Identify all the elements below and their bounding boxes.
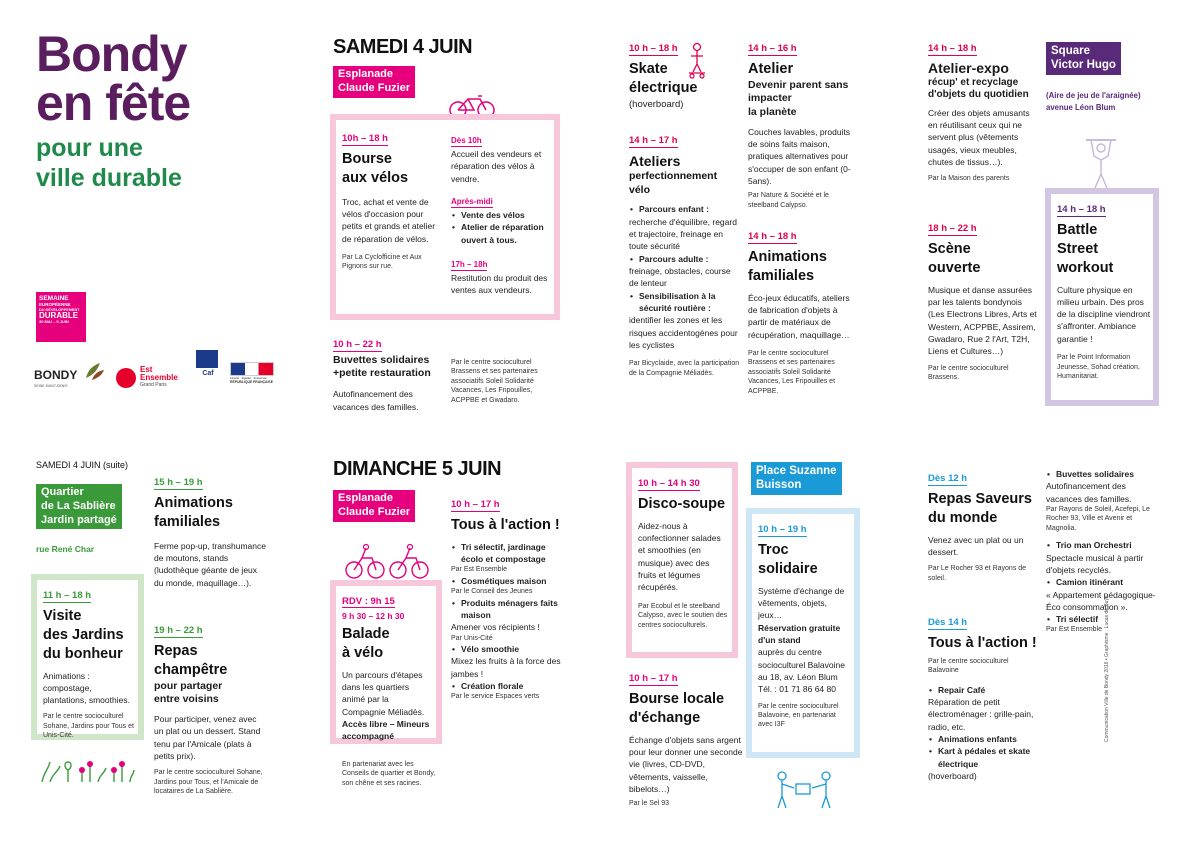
action2-title: Tous à l'action ! (928, 635, 1037, 651)
repas-saveurs-desc: Venez avec un plat ou un dessert. (928, 534, 1024, 557)
ateliers-title-1: Ateliers (629, 153, 681, 169)
balade-time2: 9 h 30 – 12 h 30 (342, 611, 405, 621)
sat-day-heading: SAMEDI 4 JUIN (333, 36, 473, 58)
est-logo-text2: Ensemble (140, 373, 178, 383)
action-b3: • Produits ménagers faits maison (451, 597, 563, 622)
scene-credit: Par le centre socioculturel Brassens. (928, 364, 1009, 381)
right-b3: • Camion itinérant (1046, 576, 1160, 588)
parent-sub (748, 79, 860, 120)
action-d3: Amener vos récipients ! (451, 622, 540, 633)
visite-credit: Par le centre socioculturel Sohane, Jardins pour Tous et Unis-Cité. (43, 713, 134, 740)
ateliers-p2: • Parcours adulte : (629, 253, 741, 265)
bourse-title (342, 150, 436, 188)
oak-leaf-icon (82, 360, 106, 382)
anim-title (748, 248, 858, 286)
balade-title (342, 625, 434, 663)
action2-b1: • Repair Café (928, 684, 1040, 696)
repas-sub-1: pour partager (154, 679, 223, 692)
bourse-title-1: Bourse (342, 151, 392, 167)
troc-desc: Système d'échange de vêtements, objets, jeux… (758, 585, 845, 621)
troc-title-2: solidaire (758, 560, 818, 577)
right-d1: Autofinancement des vacances des familles. (1046, 481, 1132, 504)
square-line2: Victor Hugo (1051, 59, 1116, 72)
badge-line2: EUROPÉENNE (39, 301, 71, 307)
right-d2: Spectacle musical à partir d'objets recyclés. (1046, 552, 1144, 575)
troc-desc2: auprès du centre socioculturel Balavoine au 18, av. Léon Blum Tél. : 01 71 86 64 80 (758, 647, 845, 695)
balade-desc: Un parcours d'étapes dans les quartiers animé par la Compagnie Méliadès. (342, 669, 425, 717)
action-b5: • Création florale (451, 680, 563, 692)
parent-desc: Couches lavables, produits de soins faits maison, pratiques alternatives pour s'occuper de son enfant (0-5ans). (748, 126, 851, 187)
parent-credit: Par Nature & Société et le steelband Calypso. (748, 192, 829, 209)
battle-title-3: workout (1057, 259, 1114, 276)
visite-time: 11 h – 18 h (43, 590, 92, 601)
bourse-desc: Troc, achat et vente de vélos d'occasion pour petits et grands et atelier de réparation de vélos. (342, 196, 436, 244)
vertical-credit: Communication Ville de Bondy 2016 • Graphisme : Lucas de Buys (1104, 595, 1110, 742)
right-b4: • Tri sélectif (1046, 613, 1160, 625)
apres-time: Après-midi (451, 196, 493, 206)
sat2-day-heading: SAMEDI 4 JUIN (suite) (36, 460, 129, 470)
expo-title-2: récup' et recyclage (928, 76, 1019, 88)
buvette-credit: Par le centre socioculturel Brassens et ses partenaires associatifs Soleil Solidarité Vacances, Les Fripouilles, ACPPBE et Gwadaro. (451, 359, 538, 404)
action-b2: • Cosmétiques maison (451, 575, 563, 587)
bourse-locale-title (629, 690, 747, 728)
ateliers-p2d: freinage, obstacles, course de lenteur (629, 266, 731, 289)
skate-title-1: Skate (629, 61, 668, 77)
troc-time: 10 h – 19 h (758, 524, 807, 535)
balade-time: RDV : 9h 15 (342, 596, 395, 607)
badge-line5: 30 MAI – 5 JUIN (39, 318, 69, 324)
battle-title (1057, 221, 1151, 278)
parent-time: 14 h – 16 h (748, 43, 797, 54)
badge-line3: DU DÉVELOPPEMENT (39, 307, 80, 312)
troc-title-1: Troc (758, 542, 789, 558)
anim-desc: Éco-jeux éducatifs, ateliers de fabrication d'objets à partir de matériaux de récupération, maquillage… (748, 292, 850, 340)
buvette-title-2: +petite restauration (333, 367, 431, 380)
battle-credit: Par le Point Information Jeunesse, Sohad création, Humanitariat. (1057, 354, 1140, 380)
bondy-logo-text: BONDY (34, 368, 78, 382)
republique-tagline: Liberté · Égalité · Fraternité (230, 376, 267, 380)
repas-credit: Par le centre socioculturel Sohane, Jardins pour Tous, et l'Amicale de locataires de La Sablière. (154, 769, 263, 796)
action2-d1: Réparation de petit électroménager : grille-pain, radio, etc. (928, 697, 1034, 732)
suzanne-line1: Place Suzanne (756, 465, 837, 477)
battle-title-2: Street (1057, 240, 1099, 257)
ateliers-credit: Par Bicyclaide, avec la participation de la Compagnie Méliadès. (629, 360, 740, 377)
visite-title-3: du bonheur (43, 645, 123, 662)
caf-logo-text: Caf (202, 370, 214, 377)
repas-saveurs-title (928, 490, 1038, 528)
bourse-locale-title-2: d'échange (629, 709, 701, 726)
ateliers-title-2: perfectionnement (629, 170, 718, 183)
parent-title: Atelier (748, 61, 794, 77)
title-line2: en fête (36, 75, 191, 131)
repas-saveurs-title-1: Repas Saveurs (928, 491, 1032, 507)
visite-title-1: Visite (43, 608, 82, 624)
ateliers-p3: • Sensibilisation à la sécurité routière : (629, 290, 741, 315)
des10-desc: Accueil des vendeurs et réparation des vélos à vendre. (451, 149, 542, 184)
expo-title-3: d'objets du quotidien (928, 88, 1029, 100)
bourse-locale-desc: Échange d'objets sans argent pour leur donner une seconde vie (livres, CD-DVD, vêtements, vaisselle, bibelots…) (629, 734, 743, 794)
repas-title (154, 642, 266, 680)
repas-saveurs-time: Dès 12 h (928, 473, 968, 484)
balade-bold: Accès libre – Mineurs accompagné (342, 718, 430, 742)
repas-desc: Pour participer, venez avec un plat ou un dessert. Stand tenu par l'Amicale (plats à petits prix). (154, 713, 261, 761)
logo-bondy (34, 366, 106, 390)
expo-credit: Par la Maison des parents (928, 175, 1010, 183)
battle-time: 14 h – 18 h (1057, 204, 1106, 215)
parent-sub-3: la planète (748, 106, 797, 119)
buvette-desc: Autofinancement des vacances des familles. (333, 389, 419, 412)
main-title (36, 26, 266, 193)
bourse-locale-credit: Par le Sel 93 (629, 800, 670, 808)
scene-title-2: ouverte (928, 259, 981, 276)
sabliere-line3: Jardin partagé (41, 513, 117, 526)
parent-sub-1: Devenir parent sans (748, 78, 849, 91)
badge-line1: SEMAINE (39, 295, 69, 302)
action2-time: Dès 14 h (928, 617, 968, 628)
est-logo-text: Est (140, 365, 153, 374)
balade-credit: En partenariat avec les Conseils de quartier et Bondy, son chêne et ses racines. (342, 761, 436, 787)
troc-bold: Réservation gratuite d'un stand (758, 622, 841, 645)
bourse-time: 10h – 18 h (342, 133, 388, 144)
apres-b1: • Vente des vélos (451, 209, 553, 221)
seine-saint-denis-icon (196, 350, 218, 368)
action-c1: Par Est Ensemble (451, 566, 508, 574)
des10-time: Dès 10h (451, 136, 482, 145)
action2-b2: • Animations enfants (928, 733, 1040, 745)
repas-time: 19 h – 22 h (154, 625, 203, 636)
troc-title (758, 541, 852, 579)
ateliers-p1: • Parcours enfant : (629, 203, 741, 215)
logo-caf (192, 350, 224, 392)
visite-title-2: des Jardins (43, 626, 124, 643)
repas-title-1: Repas (154, 643, 198, 659)
subtitle-line1: pour une (36, 134, 143, 162)
place-tag-sabliere (36, 484, 122, 529)
ateliers-title-3: vélo (629, 183, 651, 196)
title-line1: Bondy (36, 26, 187, 82)
action-b1: • Tri sélectif, jardinage écolo et compostage (451, 541, 563, 566)
buvette-title (333, 354, 445, 380)
scene-title (928, 240, 1038, 278)
balade-title-2: à vélo (342, 644, 384, 661)
expo-title-1: Atelier-expo (928, 60, 1009, 76)
right-c1: Par Rayons de Soleil, Acefepi, Le Rocher 93, Ville et Avenir et Magnolia. (1046, 505, 1150, 532)
bourse-locale-time: 10 h – 17 h (629, 673, 678, 684)
h17-time: 17h – 18h (451, 259, 488, 269)
buvette-title-1: Buvettes solidaires (333, 354, 430, 366)
anim2-title-1: Animations (154, 495, 233, 511)
repas-saveurs-title-2: du monde (928, 509, 998, 526)
bourse-credit: Par La Cyclofficine et Aux Pignons sur rue. (342, 253, 422, 271)
parent-sub-2: impacter (748, 92, 792, 105)
anim2-title (154, 494, 266, 532)
square-sub1: (Aire de jeu de l'araignée) (1046, 91, 1141, 100)
action-title: Tous à l'action ! (451, 517, 560, 533)
action-d4: Mixez les fruits à la force des jambes ! (451, 656, 561, 679)
marianne-icon (230, 362, 274, 376)
expo-desc: Créer des objets amusants en réutilisant ceux qui ne servent plus (vêtements usagés, vieux meubles, chutes de tissus…). (928, 107, 1030, 168)
sabliere-line2: de La Sablière (41, 499, 116, 512)
visite-title (43, 607, 135, 664)
action-b4: • Vélo smoothie (451, 643, 563, 655)
disco-desc: Aidez-nous à confectionner salades et smoothies (en musique) avec des fruits et légumes récupérés. (638, 520, 721, 593)
repas-title-2: champêtre (154, 661, 228, 678)
square-sub2: avenue Léon Blum (1046, 102, 1116, 112)
repas-saveurs-credit: Par Le Rocher 93 et Rayons de soleil. (928, 565, 1027, 582)
anim2-desc: Ferme pop-up, transhumance de moutons, stands (ludothèque géante de jeux du monde, maquillage…). (154, 540, 266, 588)
scene-desc: Musique et danse assurées par les talents bondynois (Les Electrons Libres, Arts et Western, ACPPBE, Assirem, Gwadaro, Rue 2 l'Art, T2H, Liens et Cultures…) (928, 284, 1037, 357)
exchange-icon (770, 770, 840, 810)
battle-desc: Culture physique en milieu urbain. Des pros de la discipline viendront s'affronter. Ambiance garantie ! (1057, 284, 1151, 344)
skate-time: 10 h – 18 h (629, 43, 678, 54)
sabliere-line1: Quartier (41, 486, 84, 498)
right-d3: « Appartement pédagogique-Éco consommation ». (1046, 589, 1156, 612)
place-line1: Esplanade (338, 68, 394, 80)
h17-desc: Restitution du produit des ventes aux vendeurs. (451, 272, 548, 296)
bourse-title-2: aux vélos (342, 169, 409, 186)
action-c5: Par le service Espaces verts (451, 693, 540, 701)
logo-republique (230, 362, 278, 392)
badge-line4: DURABLE (39, 310, 79, 320)
scene-time: 18 h – 22 h (928, 223, 977, 234)
action2-d3: (hoverboard) (928, 770, 977, 781)
place-line2: Claude Fuzier (338, 81, 411, 94)
anim-title-1: Animations (748, 249, 827, 265)
est-logo-text3: Grand Paris (140, 381, 167, 388)
subtitle-line2: ville durable (36, 163, 182, 192)
garden-icon (38, 752, 138, 786)
anim2-time: 15 h – 19 h (154, 477, 203, 488)
repas-sub-2: entre voisins (154, 693, 219, 706)
bondy-logo-sub: SEINE-SAINT-DENIS (34, 384, 68, 388)
disco-title: Disco-soupe (638, 496, 726, 512)
ateliers-p1d: recherche d'équilibre, regard et trajectoire, freinage en toute sécurité (629, 216, 737, 252)
battle-title-1: Battle (1057, 222, 1098, 238)
balade-title-1: Balade (342, 626, 390, 642)
ateliers-p3d: identifier les zones et les risques accidentogènes pour les cyclistes (629, 315, 738, 350)
visite-desc: Animations : compostage, plantations, smoothies. (43, 670, 130, 706)
action-c3: Par Unis-Cité (451, 634, 493, 642)
troc-credit: Par le centre socioculturel Balavoine, en partenariat avec I3F (758, 702, 839, 729)
workout-icon (1082, 136, 1120, 190)
suzanne-line2: Buisson (756, 479, 802, 492)
action2-b3: • Kart à pédales et skate électrique (928, 745, 1040, 770)
disco-time: 10 h – 14 h 30 (638, 478, 700, 489)
est-ensemble-icon (116, 368, 136, 388)
place-tag-suzanne (751, 462, 842, 495)
expo-time: 14 h – 18 h (928, 43, 977, 54)
action-time: 10 h – 17 h (451, 499, 500, 510)
sedd-badge (36, 292, 86, 342)
place-tag-square (1046, 42, 1121, 75)
sun-day-heading: DIMANCHE 5 JUIN (333, 458, 502, 480)
skater-icon (686, 42, 708, 80)
place-tag-esplanade-sun (333, 490, 415, 522)
sun-place-line1: Esplanade (338, 492, 394, 504)
apres-b2: • Atelier de réparation ouvert à tous. (451, 221, 553, 246)
republique-text: RÉPUBLIQUE FRANÇAISE (230, 380, 273, 384)
place-tag-esplanade (333, 66, 415, 98)
repas-sub (154, 680, 266, 707)
anim-time: 14 h – 18 h (748, 231, 797, 242)
sun-place-line2: Claude Fuzier (338, 505, 411, 518)
action2-credit: Par le centre socioculturel Balavoine (928, 657, 1009, 675)
anim-title-2: familiales (748, 267, 815, 284)
ateliers-time: 14 h – 17 h (629, 135, 678, 146)
right-c4: Par Est Ensemble (1046, 626, 1103, 634)
scene-title-1: Scène (928, 241, 971, 257)
disco-credit: Par Ecobul et le steelband Calypso, avec le soutien des centres socioculturels. (638, 602, 728, 629)
right-b1: • Buvettes solidaires (1046, 468, 1160, 480)
skate-title-2: électrique (629, 79, 698, 96)
action-c2: Par le Conseil des Jeunes (451, 588, 533, 596)
right-b2: • Trio man Orchestri (1046, 539, 1160, 551)
ateliers-title (629, 152, 741, 197)
buvette-time: 10 h – 22 h (333, 339, 382, 350)
cyclists-icon (344, 544, 430, 580)
logo-est-ensemble (116, 362, 178, 392)
expo-title (928, 60, 1040, 101)
anim2-title-2: familiales (154, 513, 221, 530)
square-line1: Square (1051, 45, 1090, 57)
sabliere-street: rue René Char (36, 544, 95, 554)
anim-credit: Par le centre socioculturel Brassens et ses partenaires associatifs Soleil Solidarité Vacances, Les Fripouilles et ACPPBE. (748, 349, 836, 395)
skate-sub: (hoverboard) (629, 98, 684, 110)
bourse-locale-title-1: Bourse locale (629, 691, 725, 707)
